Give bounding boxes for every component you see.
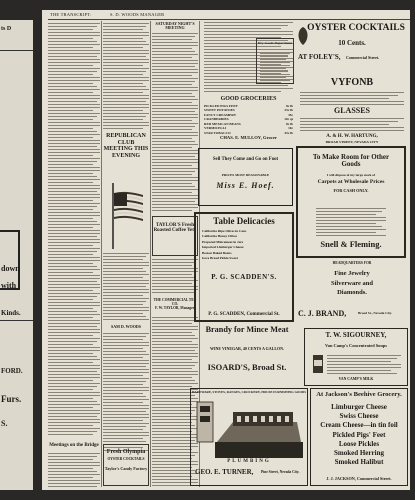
article-text [48,453,100,487]
jackson-item: Pickled Pigs' Feet [332,430,386,439]
article-text [152,259,198,295]
adjacent-text: with [1,281,17,290]
masthead-rule [48,19,410,20]
article-text [103,23,149,131]
column-rule [101,21,102,487]
news-column-2 [103,21,149,487]
notice-text [260,53,290,83]
foley-oyster-ad [296,22,408,82]
sigourney-title: T. W. SIGOURNEY, [325,331,387,339]
dry-goods-ad [256,38,294,84]
brandy-title: Brandy for Mince Meat [205,325,289,334]
olympia-subline: OYSTER COCKTAILS [107,457,145,462]
turner-address: Pine Street, Nevada City. [261,470,300,474]
scadden-footer: P. G. SCADDEN, Commercial St. [208,312,280,317]
dry-goods-title: Dry Goods Department [257,41,293,45]
republican-club-heading: REPUBLICAN CLUB MEETING THIS EVENING [103,133,149,159]
soup-can-icon [311,353,325,375]
grocery-price: 25c lb [284,108,293,113]
divider [0,320,33,321]
page-masthead [48,10,410,19]
tea-co-name: THE COMMERCIAL TEA CO. [153,298,197,306]
grocery-price: 10c [288,126,293,131]
adjacent-fragment: ts D [1,26,12,32]
grocery-price: 8c lb [286,121,293,126]
brandy-subline: WINE VINEGAR, 40 CENTS A GALLON. [209,345,285,351]
grocery-item: FANCY CREAMERY [204,112,237,117]
masthead-title: THE TRANSCRIPT: [50,12,92,17]
delicacy-item: Iowa Bread Pickle Sweet [202,256,238,261]
glasses-heading: GLASSES [333,106,371,115]
jackson-item: Cream Cheese—in tin foil [320,421,398,430]
hartung-address: BROAD STREET, NEVADA CITY [325,140,379,144]
turner-name: GEO. E. TURNER, [195,468,254,476]
make-room-line2: Carpets at Wholesale Prices [317,179,385,186]
jackson-list [311,403,407,468]
newspaper-page [42,10,410,490]
jackson-title: At Jackson's Beehive Grocery. [316,391,402,398]
isoard-brandy-ad [192,324,302,386]
notice-text [300,92,404,107]
taylor-coffee-text: TAYLOR'S Fresh Roasted Coffee Yet? [153,223,197,234]
isoard-footer: ISOARD'S, Broad St. [207,361,287,372]
grocery-price: 45c lb [284,130,293,135]
mulloy-footer: CHAS. E. MULLOY, Grocer [220,135,277,140]
grocery-item: STAR TOBACCO [204,130,231,135]
hoef-subline: PRICES MOST REASONABLE [221,173,270,178]
notice-text [300,118,404,133]
notice-text [316,208,386,238]
tea-co-manager: F. W. TAYLOR, Manager. [155,306,195,310]
fresh-olympia-ad [103,444,149,486]
brand-name: C. J. BRAND, [298,309,347,318]
turner-hardware-ad [190,388,308,486]
hartung-name: A. & H. W. HARTUNG, [326,134,378,139]
make-room-title: To Make Room for Other Goods [312,153,390,169]
jackson-item: Loose Pickles [338,439,380,448]
delicacy-list [202,229,288,262]
brand-item: Silverware and [331,279,373,287]
grocery-item: PICKLED PIGS FEET [204,104,238,108]
make-room-line3: FOR CASH ONLY. [333,188,369,194]
notice-text [327,355,401,376]
delicacy-item: California Honey Olives [202,234,238,239]
scadden-dealer: P. G. SCADDEN'S. [211,273,277,281]
grocery-item: VERMICELLI [204,126,227,131]
jackson-beehive-ad [310,388,408,486]
taylor-coffee-ad [152,216,198,256]
jackson-item: Smoked Herring [334,449,384,458]
article-text [103,253,149,322]
article-text [152,33,198,213]
turner-head: HARDWARE, STOVES, RANGES, CROCKERY, HOUSE FURNISHING GOODS [192,390,306,394]
scadden-delicacies-ad [194,212,294,322]
sigourney-footer: VAN CAMP'S MILK [338,377,374,381]
grocery-item: RED MEXICAN BEANS [204,121,241,126]
article-text [48,23,100,437]
delicacies-title: Table Delicacies [213,216,275,226]
grocery-price: 8c lb [286,104,293,108]
hoef-ad [198,148,293,206]
delicacy-item: Imported Limburger Cheese [202,245,244,250]
delicacy-item: Prepared Mincemeat in Jars [202,239,244,244]
adjacent-page-strip [0,20,33,490]
brand-jewelry-ad [296,260,408,324]
hartung-glasses-ad [296,76,408,150]
olympia-headline: Fresh Olympia [106,449,146,455]
hoef-headline: Sell They Come and Go on Foot [212,157,279,162]
brand-head: HEADQUARTERS FOR [332,261,372,265]
make-room-line1: I will dispose of my large stock of [326,172,376,177]
snell-fleming-footer: Snell & Fleming. [320,239,382,249]
grocery-item: SWEET POTATOES [204,108,235,113]
column-rule [150,21,151,487]
sigourney-ad [304,328,408,386]
adjacent-text: S. [1,419,8,428]
olympia-maker: Taylor's Candy Factory [104,466,148,472]
saturday-meeting-heading: SATURDAY NIGHT'S MEETING [155,21,195,31]
grocery-price: 35c [288,112,293,117]
brand-address: Broad St., Nevada City. [358,311,393,315]
article-text [103,333,149,453]
jackson-item: Swiss Cheese [339,412,379,421]
grocery-list [204,104,293,135]
american-flag-illustration [107,181,147,249]
brand-item: Diamonds. [337,289,367,297]
snell-fleming-ad [296,146,406,258]
oyster-price: 10 Cents. [338,39,366,47]
plumbing-banner: PLUMBING [227,459,271,464]
adjacent-text: Furs. [1,394,22,404]
hardware-store-illustration [193,398,305,460]
oyster-place: AT FOLEY'S, [298,53,341,61]
meetings-heading: Meetings on the Bridge [49,443,99,448]
hoef-name: Miss E. Hoef. [216,180,275,190]
vyfonb-title: VYFONB [330,77,374,88]
sigourney-subline: Van Camp's Concentrated Soups [325,343,387,349]
sam-woods-heading: SAM D. WOODS [110,324,142,329]
jackson-item: Limburger Cheese [331,403,387,411]
jackson-footer: J. J. JACKSON, Commercial Street. [326,476,392,481]
adjacent-text: Kinds. [1,309,21,317]
oyster-street: Commercial Street. [346,55,380,60]
adjacent-text: down [1,264,20,273]
news-column-1 [48,21,100,487]
masthead-section: S. D. WOODS MANAGER [110,12,165,17]
delicacy-item: Boston Baked Beans [202,250,232,255]
brand-item: Fine Jewelry [334,269,370,277]
delicacy-item: California Ripe Olives in Cans [202,229,247,233]
oyster-title: OYSTER COCKTAILS [307,23,405,33]
grocery-item: CRANBERRIES [204,117,229,122]
adjacent-text: FORD. [1,367,23,375]
good-groceries-title: GOOD GROCERIES [220,96,277,102]
divider [0,50,33,51]
jackson-item: Smoked Halibut [334,458,384,467]
grocery-price: 10c qt [284,117,293,122]
